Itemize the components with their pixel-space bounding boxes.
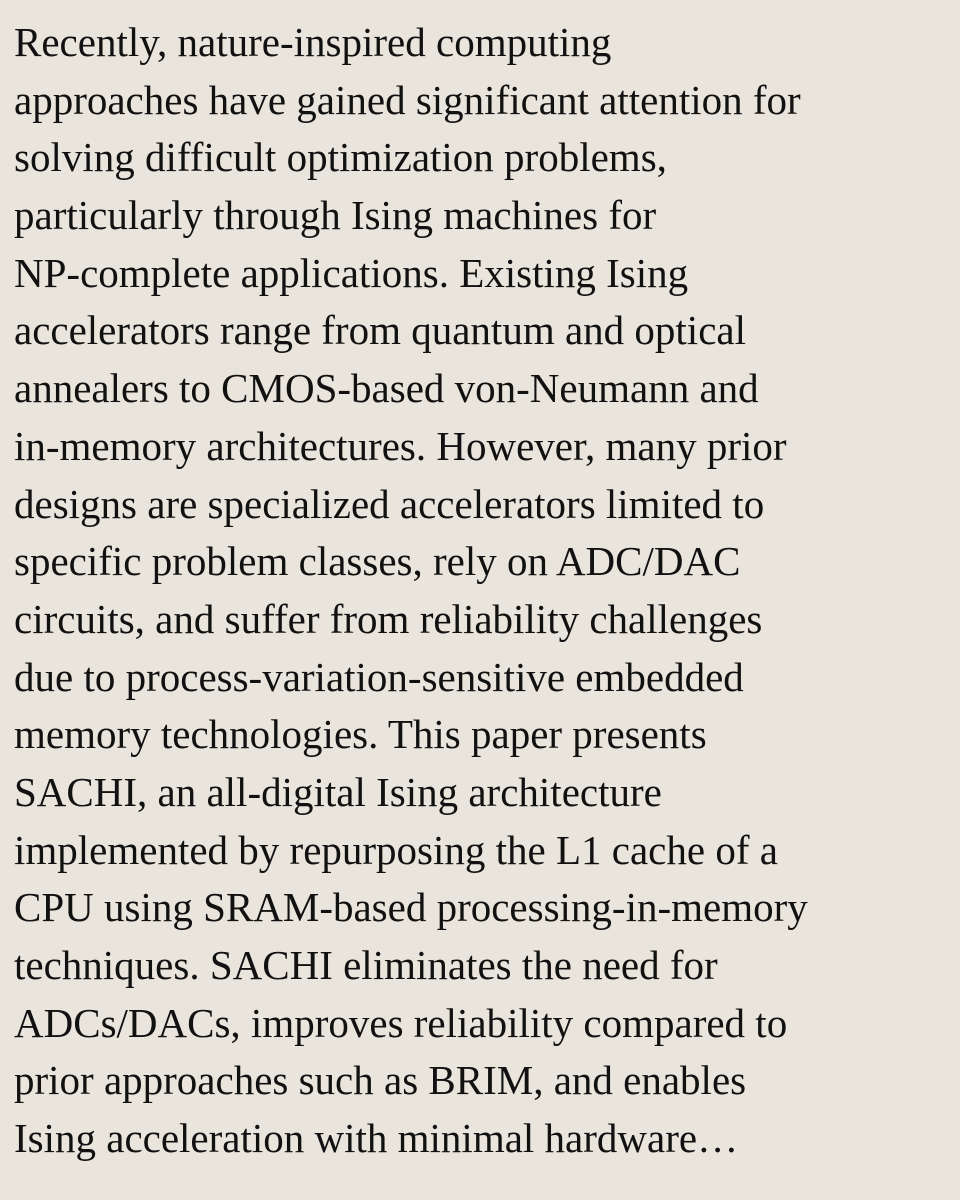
text-line: particularly through Ising machines for	[14, 192, 657, 239]
text-line: ADCs/DACs, improves reliability compared to	[14, 999, 788, 1046]
text-line: approaches have gained significant attention for	[14, 76, 801, 123]
text-line: circuits, and suffer from reliability challenges	[14, 595, 763, 642]
text-line: Ising acceleration with minimal hardware…	[14, 1115, 739, 1162]
text-line: memory technologies. This paper presents	[14, 711, 707, 758]
text-line: accelerators range from quantum and optical	[14, 307, 746, 354]
text-line: implemented by repurposing the L1 cache of a	[14, 826, 778, 873]
text-line: NP-complete applications. Existing Ising	[14, 249, 689, 296]
text-line: SACHI, an all-digital Ising architecture	[14, 768, 662, 815]
text-line: prior approaches such as BRIM, and enables	[14, 1057, 747, 1104]
text-line: techniques. SACHI eliminates the need for	[14, 942, 718, 988]
text-line: CPU using SRAM-based processing-in-memory	[14, 884, 808, 931]
text-line: in-memory architectures. However, many prior	[14, 422, 787, 469]
text-line: due to process-variation-sensitive embedded	[14, 653, 744, 700]
text-line: annealers to CMOS-based von-Neumann and	[14, 365, 759, 412]
text-line: specific problem classes, rely on ADC/DAC	[14, 538, 741, 585]
abstract-text-block	[14, 14, 954, 1168]
text-line: Recently, nature-inspired computing	[14, 19, 612, 65]
text-line: designs are specialized accelerators limited to	[14, 480, 765, 527]
text-line: solving difficult optimization problems,	[14, 134, 667, 181]
